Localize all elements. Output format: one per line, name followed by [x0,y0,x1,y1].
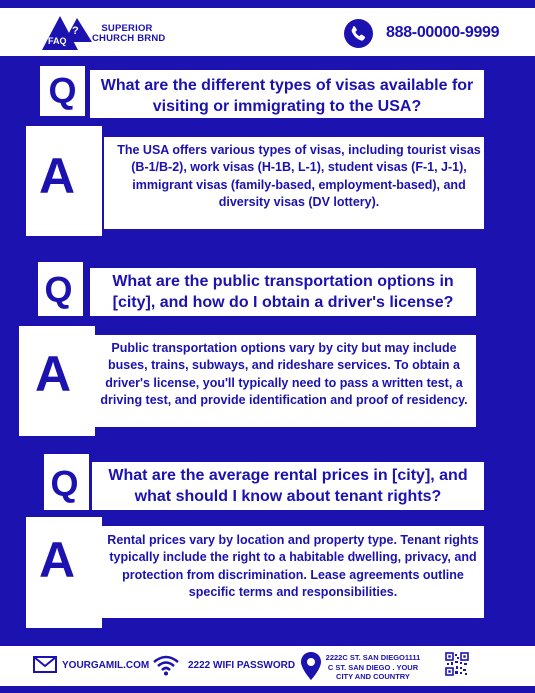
map-pin-icon [300,651,322,681]
footer-email: YOURGAMIL.COM [62,660,150,671]
question-text-3: What are the average rental prices in [city], and what should I know about tenant rights? [108,467,468,505]
answer-text-1: The USA offers various types of visas, including tourist visas (B-1/B-2), work visas (H-1B, L-1), student visas (F-1, J-1), immigrant visas (family-based, employment-based), and diversity visas (DV lottery). [117,143,481,209]
brand-line-2: CHURCH BRND [92,33,166,44]
q-letter-3: Q [50,463,79,504]
top-accent-bar [0,0,535,8]
question-text-1: What are the different types of visas available for visiting or immigrating to the USA? [100,77,474,115]
a-letter-3: A [38,532,76,588]
footer-wifi: 2222 WIFI PASSWORD [188,660,296,671]
q-letter-1: Q [48,70,77,111]
a-letter-1: A [38,148,76,204]
qr-code-icon [445,652,469,676]
phone-icon [344,19,373,48]
faq-logo-icon [42,12,94,50]
logo-question-mark: ? [72,25,79,37]
q-letter-2: Q [44,269,73,310]
footer-address: 2222C ST. SAN DIEGO1111 C ST. SAN DIEGO . YOUR CITY AND COUNTRY [325,653,421,681]
wifi-icon [152,654,180,676]
faq-section [0,56,535,646]
mail-icon [33,656,57,673]
brand-line-1: SUPERIOR [101,23,153,34]
question-text-2: What are the public transportation options in [city], and how do I obtain a driver's license? [112,273,454,311]
logo-text: FAQ [48,36,67,46]
a-letter-2: A [34,346,72,402]
answer-text-2: Public transportation options vary by city but may include buses, trains, subways, and rideshare services. To obtain a driver's license, you'll typically need to pass a written test, a driving test, and provide identification and proof of residency. [100,341,468,407]
brand-name [92,23,166,44]
phone-number: 888-00000-9999 [386,24,500,41]
bottom-accent-bar [0,686,535,693]
answer-text-3: Rental prices vary by location and property type. Tenant rights typically include the right to a habitable dwelling, privacy, and protection from discrimination. Lease agreements outline specific terms and responsibilities. [107,533,479,599]
